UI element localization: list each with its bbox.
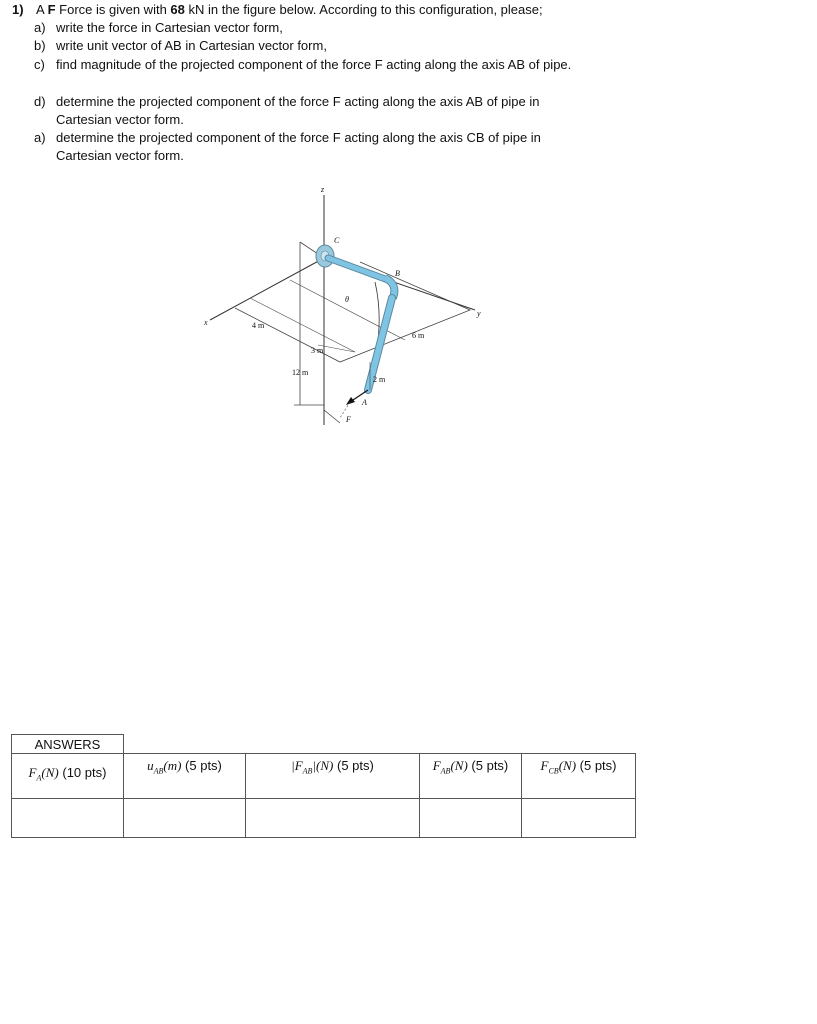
col-fa: $F_A(N)$ (10 pts) <box>12 754 124 799</box>
problem-number: 1) <box>12 2 24 17</box>
col-fcb: $F_{CB}(N)$ (5 pts) <box>522 754 636 799</box>
dim-2m: 2 m <box>373 375 386 384</box>
answers-table <box>11 753 636 838</box>
y-label: y <box>477 309 481 318</box>
question-item: b) write unit vector of AB in Cartesian vector form, <box>34 38 327 53</box>
x-label: x <box>204 318 208 327</box>
point-b-label: B <box>395 269 400 278</box>
answer-cell-fab-mag[interactable] <box>246 799 420 838</box>
force-label: F <box>346 415 351 424</box>
pipe-figure <box>190 180 490 440</box>
problem-statement: 1) A F Force is given with 68 kN in the figure below. According to this configuration, please; <box>12 2 543 17</box>
force-symbol: F <box>47 2 56 17</box>
dim-6m: 6 m <box>412 331 425 340</box>
dim-4m: 4 m <box>252 321 265 330</box>
col-fab: $F_{AB}(N)$ (5 pts) <box>420 754 522 799</box>
point-a-label: A <box>362 398 367 407</box>
answer-cell-fab[interactable] <box>420 799 522 838</box>
force-magnitude: 68 <box>170 2 185 17</box>
floor-plane <box>235 262 470 362</box>
question-item: c) find magnitude of the projected component of the force F acting along the axis AB of pipe. <box>34 57 572 72</box>
table-header-row <box>12 754 636 799</box>
answer-cell-uab[interactable] <box>124 799 246 838</box>
dim-3m: 3 m <box>311 346 324 355</box>
question-item: d) determine the projected component of the force F acting along the axis AB of pipe in Cartesian vector form. <box>34 94 540 127</box>
question-item: a) determine the projected component of the force F acting along the axis CB of pipe in Cartesian vector form. <box>34 130 541 163</box>
z-label: z <box>321 185 325 194</box>
answer-row <box>12 799 636 838</box>
answers-title: ANSWERS <box>11 734 124 754</box>
col-fab-mag: $|F_{AB}|(N)$ (5 pts) <box>246 754 420 799</box>
point-c-label: C <box>334 236 340 245</box>
col-uab: $u_{AB}(m)$ (5 pts) <box>124 754 246 799</box>
question-item: a) write the force in Cartesian vector form, <box>34 20 283 35</box>
answer-cell-fa[interactable] <box>12 799 124 838</box>
dim-12m: 12 m <box>292 368 309 377</box>
theta-label: θ <box>345 295 349 304</box>
answer-cell-fcb[interactable] <box>522 799 636 838</box>
